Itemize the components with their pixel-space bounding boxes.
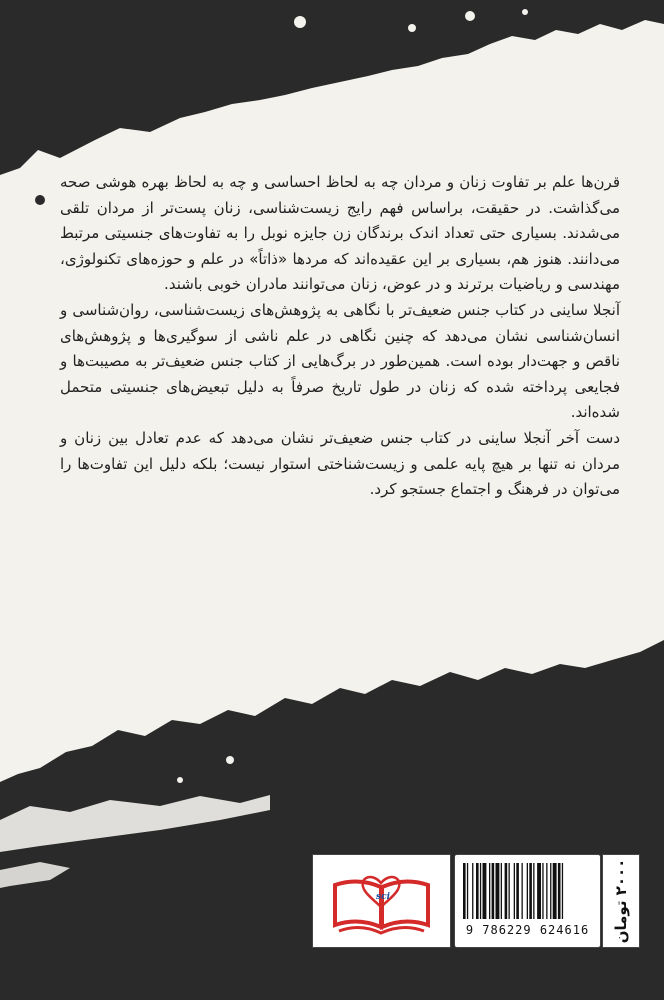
publisher-logo-text: sci [376,892,390,902]
price-label [603,855,639,947]
barcode-icon [461,863,594,921]
blurb-paragraph-3: دست آخر آنجلا ساینی در کتاب جنس ضعیف‌تر نشان می‌دهد که عدم تعادل بین زنان و مردان نه تنها بر هیچ پایه علمی و زیست‌شناختی استوار نیست؛ بلکه دلیل این تفاوت‌ها را می‌توان در فرهنگ و اجتماع جستجو کرد. [60,428,620,499]
isbn-barcode [455,855,600,947]
publisher-logo [313,855,450,947]
isbn-number: 9 786229 624616 [465,923,590,937]
blurb-paragraph-1: قرن‌ها علم بر تفاوت زنان و مردان چه به لحاظ احساسی و چه به لحاظ بهره هوشی صحه می‌گذاشت. در حقیقت، براساس فهم رایج زیست‌شناسی، زنان پست‌تر از مردان تلقی می‌شدند. بسیاری حتی تعداد اندک برندگان زن جایزه نوبل را به تفاوت‌های جنسیتی مرتبط می‌دانند. هنوز هم، بسیاری بر این عقیده‌اند که مردها «ذاتاً» در علم و حوزه‌های تکنولوژی، مهندسی و ریاضیات برترند و در عوض، زنان می‌توانند مادران خوبی باشند. [60,173,620,294]
back-cover-blurb [60,170,620,503]
price-text: ۲۰۰۰ تومان [612,858,630,944]
blurb-paragraph-2: آنجلا ساینی در کتاب جنس ضعیف‌تر با نگاهی به پژوهش‌های زیست‌شناسی، روان‌شناسی و انسان‌شناسی نشان می‌دهد که چنین نگاهی در علم ناشی از سوگیری‌ها و پژوهش‌های ناقص و جهت‌دار بوده است. همین‌طور در برگ‌هایی از کتاب جنس ضعیف‌تر به مصیبت‌ها و فجایعی پرداخته شده که زنان در طول تاریخ صرفاً به دلیل تبعیض‌های جنسیتی متحمل شده‌اند. [60,300,620,422]
